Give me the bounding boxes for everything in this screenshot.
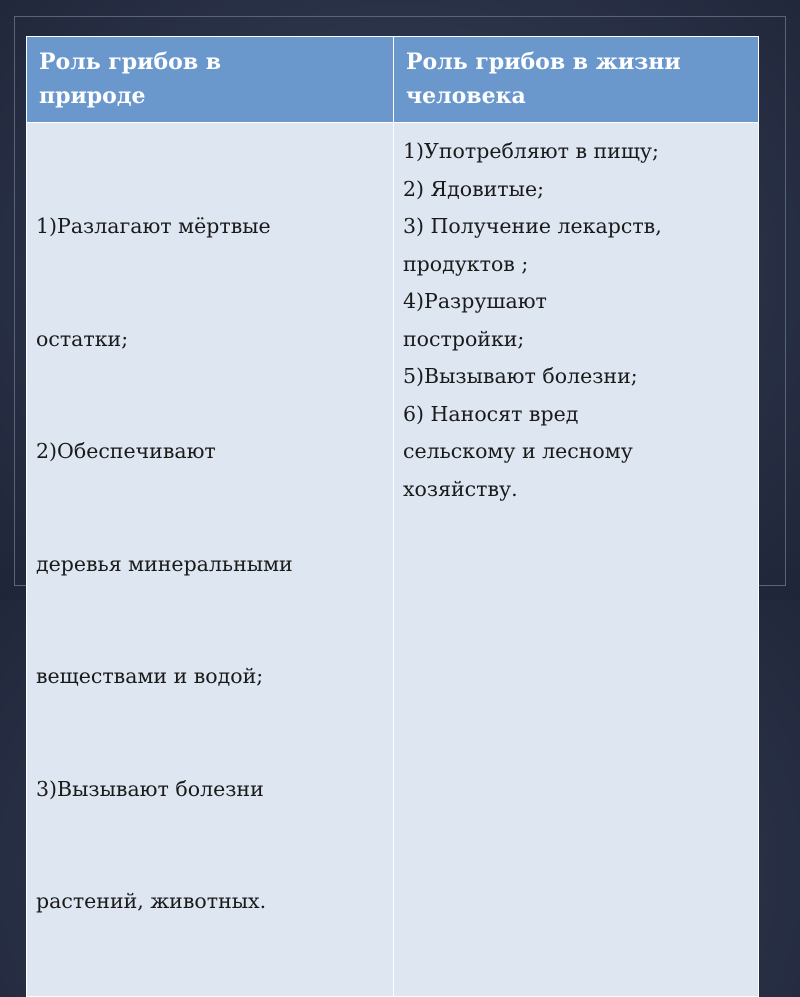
- header-nature-line-2: природе: [39, 83, 146, 109]
- header-cell-nature: [27, 37, 394, 123]
- human-line-2: 2) Ядовитые;: [403, 176, 544, 201]
- nature-line-1: 1)Разлагают мёртвые: [36, 214, 271, 238]
- frame-line-left: [14, 16, 15, 586]
- nature-line-7: растений, животных.: [36, 889, 267, 913]
- human-line-6: постройки;: [403, 326, 525, 351]
- nature-line-6: 3)Вызывают болезни: [36, 776, 264, 801]
- nature-line-4: деревья минеральными: [36, 551, 293, 576]
- human-line-10: хозяйству.: [403, 476, 518, 501]
- header-human-line-2: человека: [406, 83, 526, 109]
- frame-line-top: [14, 16, 786, 17]
- header-nature-line-1: Роль грибов в: [39, 49, 222, 75]
- human-line-9: сельскому и лесному: [403, 439, 633, 463]
- body-cell-nature: [27, 123, 394, 997]
- frame-line-right: [785, 16, 786, 586]
- header-cell-human-life: [394, 37, 759, 123]
- fungi-role-table: [26, 36, 759, 997]
- nature-line-5: веществами и водой;: [36, 664, 264, 688]
- header-human-line-1: Роль грибов в жизни: [406, 49, 681, 75]
- nature-line-2: остатки;: [36, 326, 129, 351]
- human-line-8: 6) Наносят вред: [403, 401, 579, 426]
- human-line-3: 3) Получение лекарств,: [403, 214, 662, 238]
- human-line-4: продуктов ;: [403, 251, 529, 276]
- nature-line-3: 2)Обеспечивают: [36, 439, 216, 463]
- table-header-row: [27, 37, 759, 123]
- body-cell-human-life: [394, 123, 759, 997]
- human-line-1: 1)Употребляют в пищу;: [403, 139, 659, 163]
- human-line-5: 4)Разрушают: [403, 289, 547, 313]
- table-body-row: [27, 123, 759, 997]
- human-line-7: 5)Вызывают болезни;: [403, 364, 638, 388]
